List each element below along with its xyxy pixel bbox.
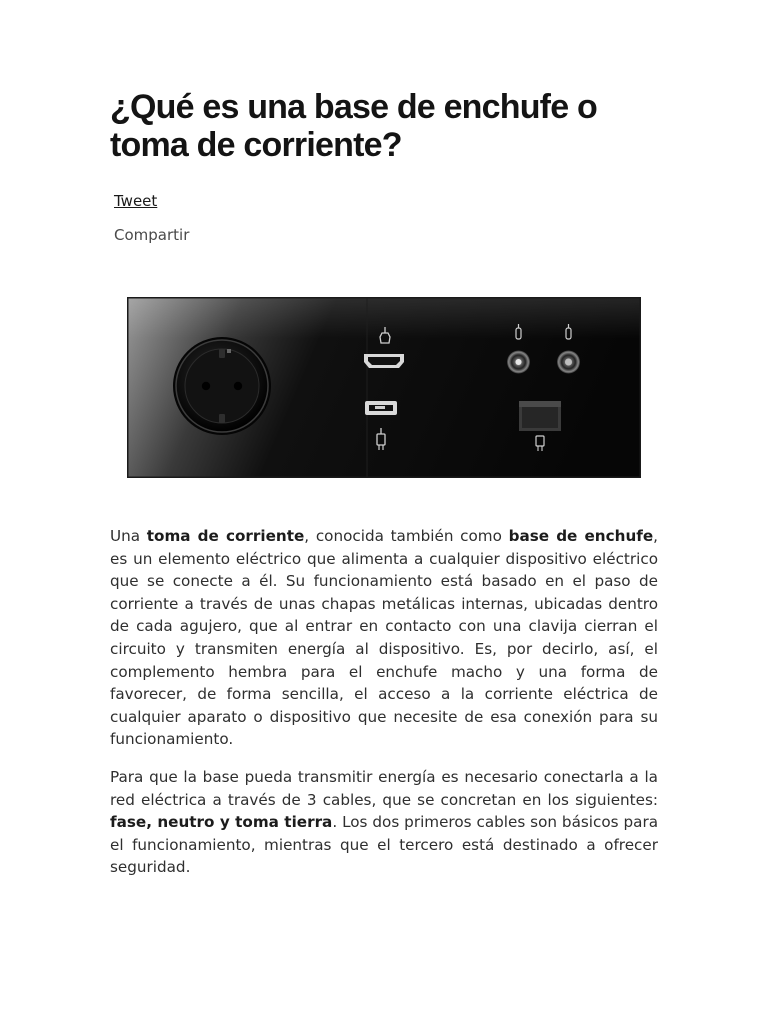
text-span: , conocida también como	[304, 527, 509, 545]
share-link[interactable]: Compartir	[114, 226, 190, 244]
share-bar	[110, 192, 658, 244]
text-span: Una	[110, 527, 147, 545]
paragraph-1	[110, 525, 658, 751]
bold-term: base de enchufe	[508, 527, 654, 545]
socket-panel-photo	[127, 297, 641, 478]
tweet-link[interactable]: Tweet	[114, 192, 158, 210]
schuko-socket-icon	[173, 337, 271, 435]
text-span: , es un elemento eléctrico que alimenta a cualquier dispositivo eléctrico que se conecte a él. Su funcionamiento está basado en el paso de corriente a través de unas chapas metálicas internas, ubicadas dentro de cada agujero, que al entrar en contacto con una clavija cierran el circuito y transmiten energía al dispositivo. Es, por decirlo, así, el complemento hembra para el enchufe macho y una forma de favorecer, de forma sencilla, el acceso a la corriente eléctrica de cualquier aparato o dispositivo que necesite de esa conexión para su funcionamiento.	[110, 527, 658, 749]
bold-term: toma de corriente	[146, 527, 305, 545]
article	[110, 88, 658, 877]
paragraph-2	[110, 766, 658, 879]
article-title: ¿Qué es una base de enchufe o toma de corriente?	[110, 88, 597, 164]
text-span: Para que la base pueda transmitir energía es necesario conectarla a la red eléctrica a través de 3 cables, que se concretan en los siguientes:	[110, 767, 658, 809]
text-span: . Los dos primeros cables son básicos para el funcionamiento, mientras que el tercero está destinado a ofrecer seguridad.	[110, 813, 658, 877]
article-body	[110, 525, 658, 879]
bold-term: fase, neutro y toma tierra	[110, 813, 333, 832]
